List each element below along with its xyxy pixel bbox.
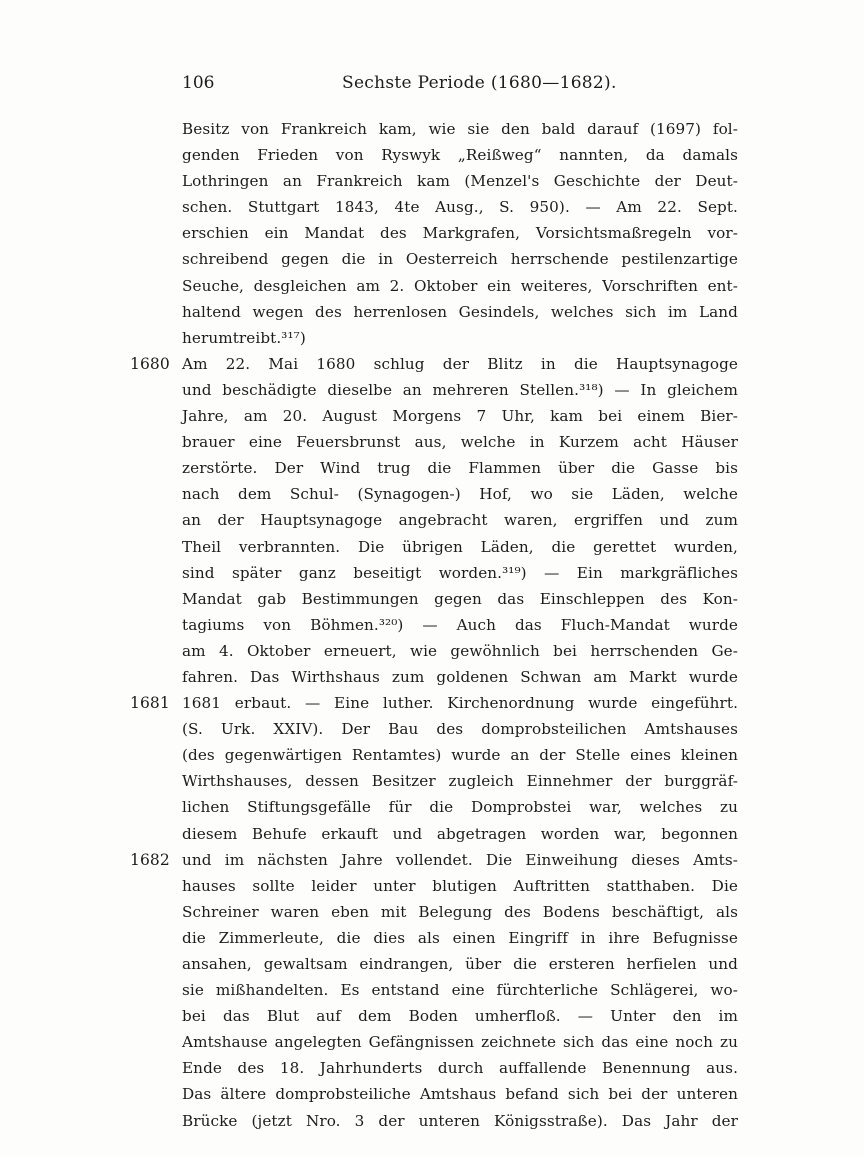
text-line	[182, 325, 738, 351]
text-line	[182, 873, 738, 899]
margin-year: 1680	[130, 354, 170, 373]
line-text: fahren. Das Wirthshaus zum goldenen Schwan am Markt wurde	[182, 667, 738, 686]
line-text: und im nächsten Jahre vollendet. Die Einweihung dieses Amts-	[182, 850, 738, 869]
text-line	[130, 690, 738, 716]
text-line	[182, 560, 738, 586]
text-line	[182, 481, 738, 507]
text-line	[182, 586, 738, 612]
line-text: Mandat gab Bestimmungen gegen das Einschleppen des Kon-	[182, 589, 738, 608]
body-text	[130, 116, 738, 1134]
line-text: Wirthshauses, dessen Besitzer zugleich Einnehmer der burggräf-	[182, 772, 738, 791]
text-line	[182, 742, 738, 768]
line-text: Besitz von Frankreich kam, wie sie den bald darauf (1697) fol-	[182, 120, 738, 138]
text-line	[182, 612, 738, 638]
page-number: 106	[182, 73, 215, 93]
text-line	[182, 899, 738, 925]
line-text: 1681 erbaut. — Eine luther. Kirchenordnung wurde eingeführt.	[182, 694, 738, 713]
line-text: am 4. Oktober erneuert, wie gewöhnlich bei herrschenden Ge-	[182, 641, 738, 660]
text-line	[130, 847, 738, 873]
page-header	[182, 73, 738, 99]
text-line	[182, 246, 738, 272]
running-title: Sechste Periode (1680—1682).	[342, 73, 617, 93]
line-text: Schreiner waren eben mit Belegung des Bodens beschäftigt, als	[182, 902, 738, 921]
line-text: haltend wegen des herrenlosen Gesindels, welches sich im Land	[182, 302, 738, 321]
line-text: Ende des 18. Jahrhunderts durch auffallende Benennung aus.	[182, 1059, 738, 1078]
line-text: die Zimmerleute, die dies als einen Eingriff in ihre Befugnisse	[182, 928, 738, 947]
line-text: brauer eine Feuersbrunst aus, welche in Kurzem acht Häuser	[182, 433, 738, 452]
text-line	[182, 116, 738, 142]
text-line	[182, 638, 738, 664]
line-text: schen. Stuttgart 1843, 4te Ausg., S. 950). — Am 22. Sept.	[182, 198, 738, 217]
text-line	[182, 534, 738, 560]
text-line	[182, 951, 738, 977]
line-text: hauses sollte leider unter blutigen Auftritten statthaben. Die	[182, 876, 738, 895]
text-line	[182, 507, 738, 533]
line-text: Das ältere domprobsteiliche Amtshaus befand sich bei der unteren	[182, 1085, 738, 1104]
line-text: (S. Urk. XXIV). Der Bau des domprobsteilichen Amtshauses	[182, 720, 738, 739]
text-line	[182, 299, 738, 325]
line-text: (des gegenwärtigen Rentamtes) wurde an der Stelle eines kleinen	[182, 746, 738, 765]
text-line	[182, 1055, 738, 1081]
text-line	[182, 1003, 738, 1029]
text-line	[182, 768, 738, 794]
line-text: ansahen, gewaltsam eindrangen, über die ersteren herfielen und	[182, 955, 738, 973]
text-line	[130, 351, 738, 377]
text-line	[182, 794, 738, 820]
line-text: herumtreibt.³¹⁷)	[182, 328, 306, 347]
line-text: Jahre, am 20. August Morgens 7 Uhr, kam bei einem Bier-	[182, 407, 738, 426]
line-text: schreibend gegen die in Oesterreich herrschende pestilenzartige	[182, 250, 738, 269]
line-text: sind später ganz beseitigt worden.³¹⁹) — Ein markgräfliches	[182, 563, 738, 582]
line-text: bei das Blut auf dem Boden umherfloß. — Unter den im	[182, 1007, 738, 1026]
text-line	[182, 925, 738, 951]
text-line	[182, 455, 738, 481]
text-line	[182, 403, 738, 429]
text-line	[182, 220, 738, 246]
text-line	[182, 377, 738, 403]
line-text: tagiums von Böhmen.³²⁰) — Auch das Fluch-Mandat wurde	[182, 615, 738, 634]
text-line	[182, 664, 738, 690]
text-line	[182, 429, 738, 455]
line-text: erschien ein Mandat des Markgrafen, Vorsichtsmaßregeln vor-	[182, 224, 738, 243]
text-line	[182, 168, 738, 194]
margin-year: 1681	[130, 694, 170, 713]
margin-year: 1682	[130, 850, 170, 869]
line-text: Brücke (jetzt Nro. 3 der unteren Königsstraße). Das Jahr der	[182, 1111, 738, 1130]
line-text: Lothringen an Frankreich kam (Menzel's Geschichte der Deut-	[182, 172, 738, 191]
text-line	[182, 142, 738, 168]
line-text: zerstörte. Der Wind trug die Flammen über die Gasse bis	[182, 459, 738, 478]
line-text: Am 22. Mai 1680 schlug der Blitz in die Hauptsynagoge	[182, 354, 738, 373]
line-text: genden Frieden von Ryswyk „Reißweg“ nannten, da damals	[182, 146, 738, 165]
line-text: sie mißhandelten. Es entstand eine fürchterliche Schlägerei, wo-	[182, 981, 738, 1000]
text-line	[182, 1081, 738, 1107]
line-text: Seuche, desgleichen am 2. Oktober ein weiteres, Vorschriften ent-	[182, 276, 738, 295]
text-line	[182, 1108, 738, 1134]
line-text: nach dem Schul- (Synagogen-) Hof, wo sie Läden, welche	[182, 485, 738, 504]
text-line	[182, 273, 738, 299]
text-line	[182, 821, 738, 847]
line-text: Theil verbrannten. Die übrigen Läden, die gerettet wurden,	[182, 537, 738, 556]
text-line	[182, 977, 738, 1003]
line-text: lichen Stiftungsgefälle für die Domprobstei war, welches zu	[182, 798, 738, 817]
text-line	[182, 194, 738, 220]
line-text: diesem Behufe erkauft und abgetragen worden war, begonnen	[182, 824, 738, 843]
text-line	[182, 716, 738, 742]
line-text: Amtshause angelegten Gefängnissen zeichnete sich das eine noch zu	[182, 1033, 738, 1052]
line-text: und beschädigte dieselbe an mehreren Stellen.³¹⁸) — In gleichem	[182, 380, 738, 399]
text-line	[182, 1029, 738, 1055]
line-text: an der Hauptsynagoge angebracht waren, ergriffen und zum	[182, 511, 738, 530]
